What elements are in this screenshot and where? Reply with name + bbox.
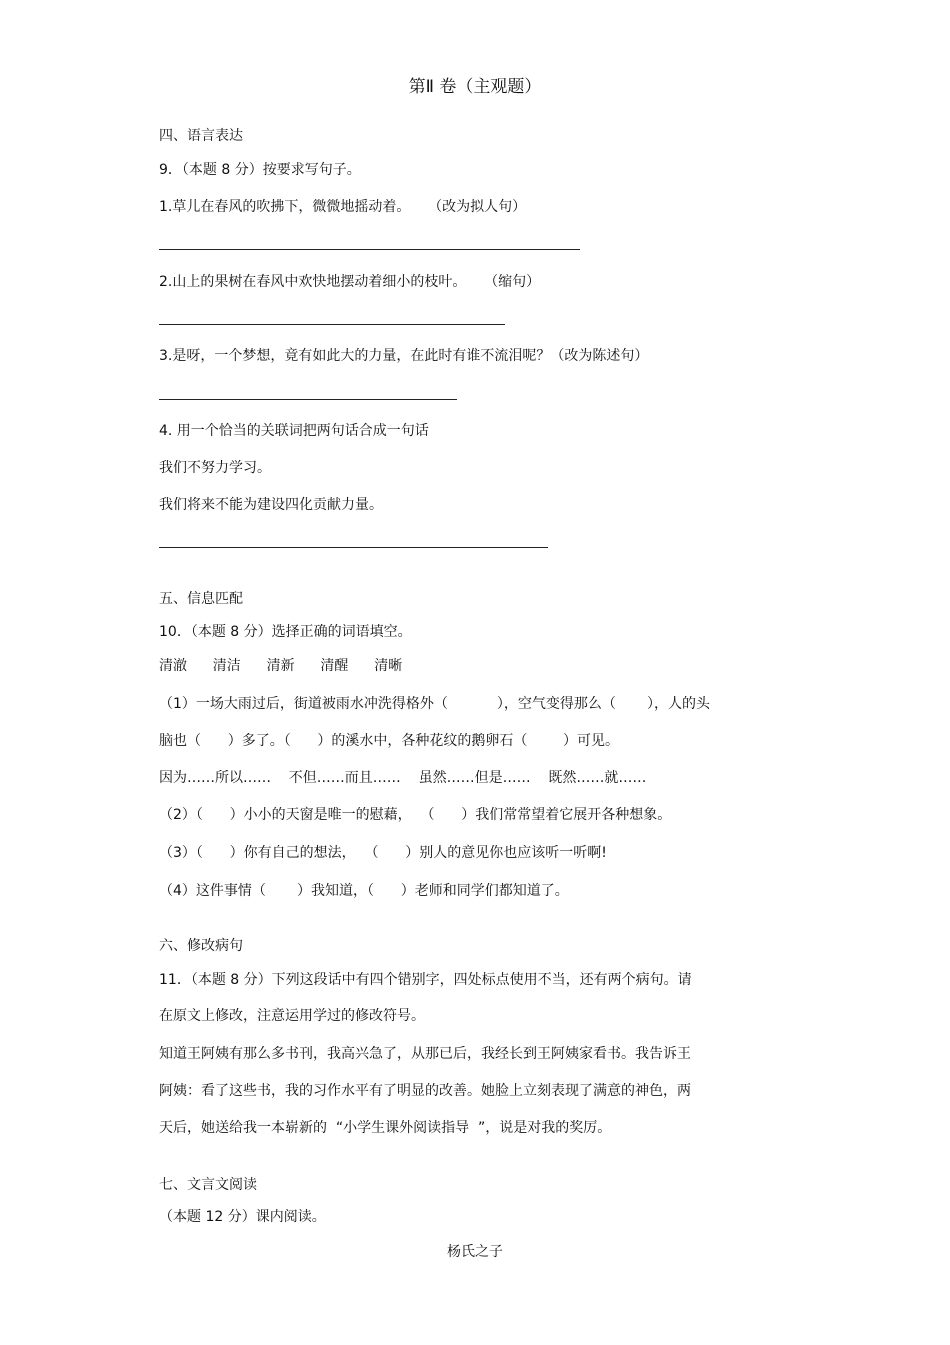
correction-text-1: 知道王阿姨有那么多书刊，我高兴急了，从那已后，我经长到王阿姨家看书。我告诉王 bbox=[159, 1046, 691, 1062]
answer-blank-2[interactable] bbox=[159, 324, 505, 325]
sentence-1: 1.草儿在春风的吹拂下，微微地摇动着。 （改为拟人句） bbox=[159, 199, 527, 215]
section-heading-correction: 六、修改病句 bbox=[159, 938, 243, 954]
fill-sentence-4: （4）这件事情（ ）我知道，（ ）老师和同学们都知道了。 bbox=[159, 883, 569, 899]
passage-title: 杨氏之子 bbox=[447, 1244, 503, 1260]
sentence-2: 2.山上的果树在春风中欢快地摆动着细小的枝叶。 （缩句） bbox=[159, 274, 541, 290]
fill-paragraph-1b: 脑也（ ）多了。（ ）的溪水中，各种花纹的鹅卵石（ ）可见。 bbox=[159, 733, 620, 749]
fill-sentence-3: （3）（ ）你有自己的想法， （ ）别人的意见你也应该听一听啊! bbox=[159, 845, 607, 861]
section-heading-matching: 五、信息匹配 bbox=[159, 591, 243, 607]
answer-blank-3[interactable] bbox=[159, 399, 457, 400]
fill-paragraph-1a: （1）一场大雨过后，街道被雨水冲洗得格外（ ），空气变得那么（ ），人的头 bbox=[159, 696, 711, 712]
answer-blank-1[interactable] bbox=[159, 249, 580, 250]
answer-blank-4[interactable] bbox=[159, 547, 548, 548]
sentence-4b: 我们将来不能为建设四化贡献力量。 bbox=[159, 497, 383, 513]
section-heading-language: 四、语言表达 bbox=[159, 128, 243, 144]
question-10: 10．（本题 8 分）选择正确的词语填空。 bbox=[159, 624, 412, 640]
correction-text-3: 天后，她送给我一本崭新的 “小学生课外阅读指导 ”，说是对我的奖厉。 bbox=[159, 1120, 612, 1136]
question-9: 9．（本题 8 分）按要求写句子。 bbox=[159, 162, 361, 178]
sentence-4a: 我们不努力学习。 bbox=[159, 460, 271, 476]
sentence-4: 4. 用一个恰当的关联词把两句话合成一句话 bbox=[159, 423, 429, 439]
section-heading-classical: 七、文言文阅读 bbox=[159, 1177, 257, 1193]
sentence-3: 3.是呀，一个梦想，竟有如此大的力量，在此时有谁不流泪呢？（改为陈述句） bbox=[159, 348, 649, 364]
question-11-line-1: 11．（本题 8 分）下列这段话中有四个错别字，四处标点使用不当，还有两个病句。请 bbox=[159, 972, 692, 988]
correction-text-2: 阿姨：看了这些书，我的习作水平有了明显的改善。她脸上立刻表现了满意的神色，两 bbox=[159, 1083, 691, 1099]
question-11-line-2: 在原文上修改，注意运用学过的修改符号。 bbox=[159, 1008, 425, 1024]
conjunction-bank: 因为……所以…… 不但……而且…… 虽然……但是…… 既然……就…… bbox=[159, 770, 647, 786]
page-title: 第Ⅱ 卷（主观题） bbox=[408, 77, 542, 97]
fill-sentence-2: （2）（ ）小小的天窗是唯一的慰藉， （ ）我们常常望着它展开各种想象。 bbox=[159, 807, 672, 823]
question-12: （本题 12 分）课内阅读。 bbox=[159, 1209, 326, 1225]
word-bank: 清澈 清洁 清新 清醒 清晰 bbox=[159, 658, 403, 674]
